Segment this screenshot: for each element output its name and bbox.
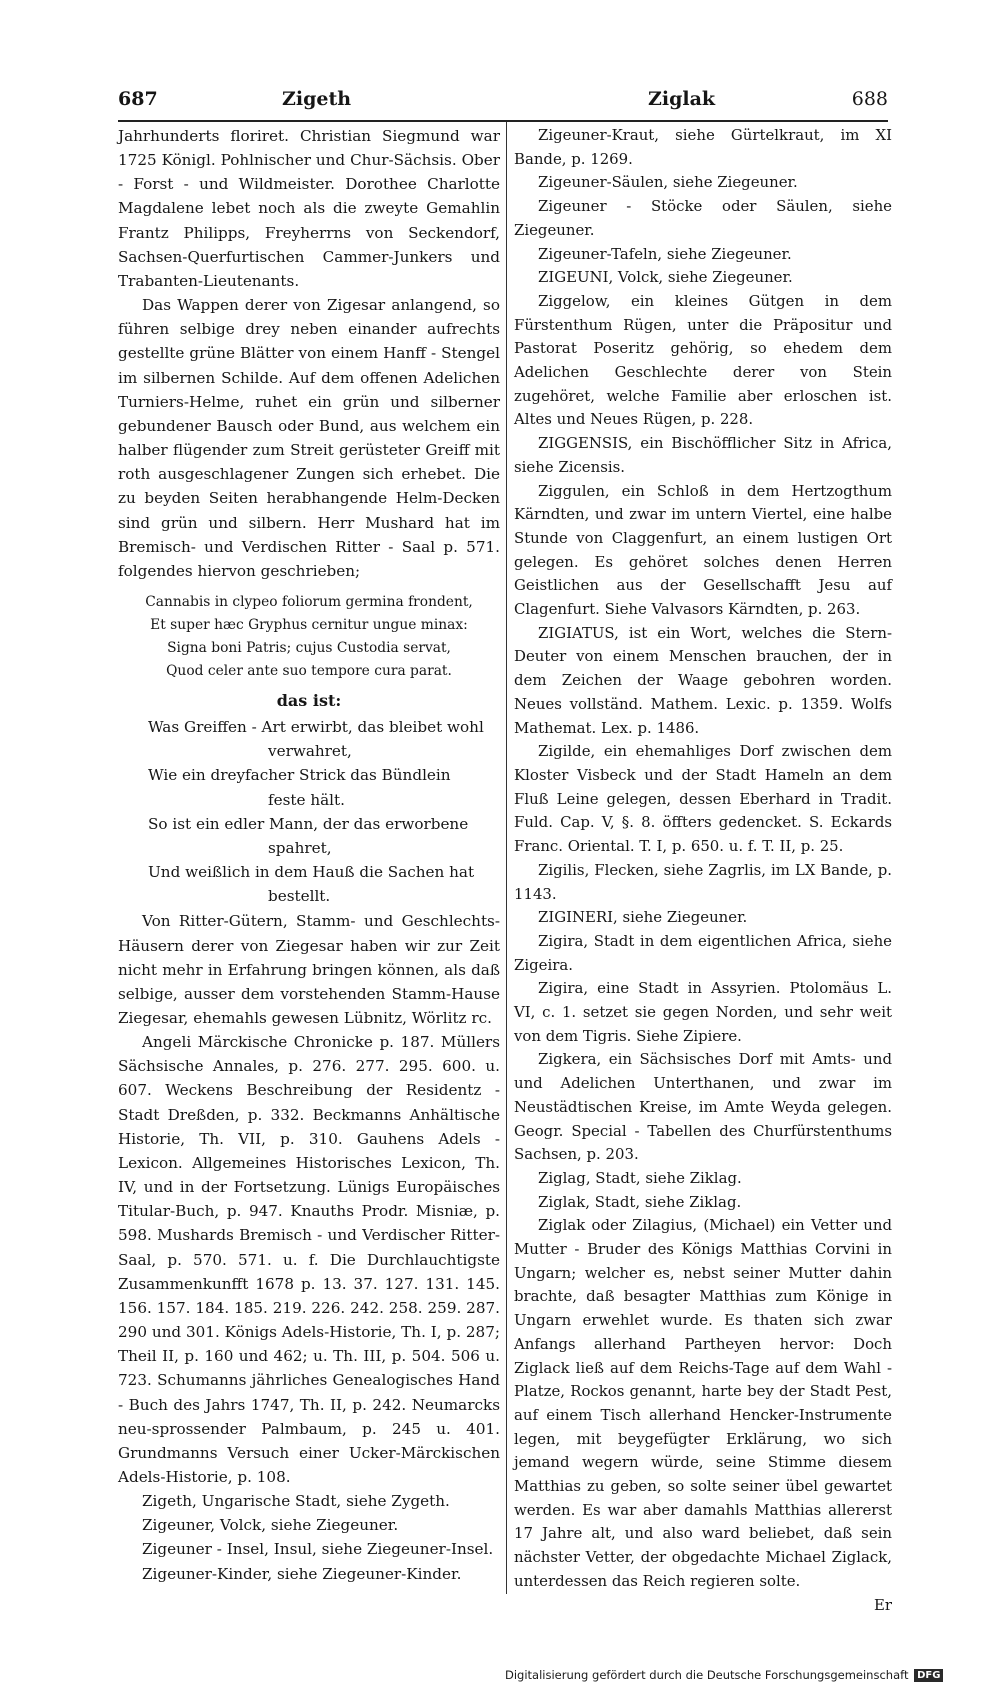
verse-line: feste hält.	[268, 790, 345, 809]
entry-zigeuner-stoecke: Zigeuner - Stöcke oder Säulen, siehe Ziegeuner.	[514, 197, 892, 239]
right-column	[514, 124, 892, 1617]
entry-ziglag: Ziglag, Stadt, siehe Ziklag.	[538, 1168, 742, 1187]
digitization-credit	[505, 1668, 943, 1682]
verse-line: So ist ein edler Mann, der das erworbene	[148, 814, 469, 833]
page-number-right: 688	[851, 88, 888, 110]
entry-zigeuner-kinder: Zigeuner-Kinder, siehe Ziegeuner-Kinder.	[142, 1564, 462, 1583]
verse-line: verwahret,	[268, 742, 352, 761]
entry-zigkera: Zigkera, ein Sächsisches Dorf mit Amts- und und Adelichen Unterthanen, und zwar im Neustädtischen Kreise, im Amte Weyda gelegen. Geogr. Special - Tabellen des Churfürstenthums Sachsen, p. 203.	[514, 1050, 892, 1164]
entry-zigeuner-kraut: Zigeuner-Kraut, siehe Gürtelkraut, im XI Bande, p. 1269.	[514, 126, 892, 168]
entry-zigeuni: ZIGEUNI, Volck, siehe Ziegeuner.	[538, 268, 793, 287]
verse-line: Wie ein dreyfacher Strick das Bündlein	[148, 766, 451, 785]
entry-ziglak-michael: Ziglak oder Zilagius, (Michael) ein Vetter und Mutter - Bruder des Königs Matthias Corvini in Ungarn; welcher es, nebst seiner Mutter dahin brachte, daß besagter Matthias zum Könige in Ungarn erwehlet wurde. Es thaten sich zwar Anfangs allerhand Partheyen hervor: Doch Ziglack ließ auf dem Reichs-Tage auf dem Wahl - Platze, Rockos genannt, harte bey der Stadt Pest, auf einem Tisch allerhand Hencker-Instrumente legen, mit beygefügter Erklärung, wo sich jemand wegern würde, seine Stimme diesem Matthias zu geben, so solte seiner übel gewartet werden. Es war aber damahls Matthias allererst 17 Jahre alt, und also ward beliebet, daß sein nächster Vetter, der obgedachte Michael Ziglack, unterdessen das Reich regieren solte.	[514, 1216, 892, 1590]
verse-line: Und weißlich in dem Hauß die Sachen hat	[148, 863, 475, 882]
paragraph-estates: Von Ritter-Gütern, Stamm- und Geschlechts-Häusern derer von Ziegesar haben wir zur Zeit nicht mehr in Erfahrung bringen können, als daß selbige, ausser dem vorstehenden Stamm-Hause Ziegesar, ehemahls gewesen Lübnitz, Wörlitz rc.	[118, 912, 500, 1027]
paragraph-sources: Angeli Märckische Chronicke p. 187. Müllers Sächsische Annales, p. 276. 277. 295. 600. u. 607. Weckens Beschreibung der Residentz - Stadt Dreßden, p. 332. Beckmanns Anhältische Historie, Th. VII, p. 310. Gauhens Adels - Lexicon. Allgemeines Historisches Lexicon, Th. IV, und in der Fortsetzung. Lünigs Europäisches Titular-Buch, p. 947. Knauths Prodr. Misniæ, p. 598. Mushards Bremisch - und Verdischer Ritter-Saal, p. 570. 571. u. f. Die Durchlauchtigste Zusammenkunfft 1678 p. 13. 37. 127. 131. 145. 156. 157. 184. 185. 219. 226. 242. 258. 259. 287. 290 und 301. Königs Adels-Historie, Th. I, p. 287; Theil II, p. 160 und 462; u. Th. III, p. 504. 506 u. 723. Schumanns jährliches Genealogisches Hand - Buch des Jahrs 1747, Th. II, p. 242. Neumarcks neu-sprossender Palmbaum, p. 245 u. 401. Grundmanns Versuch einer Ucker-Märckischen Adels-Historie, p. 108.	[118, 1033, 500, 1486]
entry-zigira-africa: Zigira, Stadt in dem eigentlichen Africa, siehe Zigeira.	[514, 931, 892, 974]
verse-line: Was Greiffen - Art erwirbt, das bleibet wohl	[148, 718, 484, 737]
entry-zigeuner: Zigeuner, Volck, siehe Ziegeuner.	[142, 1516, 399, 1535]
translation-heading: das ist:	[276, 690, 342, 710]
entry-zigilis: Zigilis, Flecken, siehe Zagrlis, im LX Bande, p. 1143.	[514, 860, 892, 903]
entry-zigiatus: ZIGIATUS, ist ein Wort, welches die Stern-Deuter von einem Menschen brauchen, der in dem Zeichen der Waage gebohren worden. Neues vollständ. Mathem. Lexic. p. 1359. Wolfs Mathemat. Lex. p. 1486.	[514, 623, 892, 737]
german-verse	[118, 715, 500, 908]
paragraph-coat-of-arms: Das Wappen derer von Zigesar anlangend, so führen selbige drey neben einander aufrechts gestellte grüne Blätter von einem Hanff - Stengel im silbernen Schilde. Auf dem offenen Adelichen Turniers-Helme, ruhet ein grün und silberner gebundener Bausch oder Bund, aus welchem ein halber flügender zum Streit gerüsteter Greiff mit roth ausgeschlagener Zungen sich erhebet. Die zu beyden Seiten herabhangende Helm-Decken sind grün und silbern. Herr Mushard hat im Bremisch- und Verdischen Ritter - Saal p. 571. folgendes hiervon geschrieben;	[118, 296, 500, 580]
entry-ziggelow: Ziggelow, ein kleines Gütgen in dem Fürstenthum Rügen, unter die Präpositur und Pastorat Poseritz gehörig, so ehedem dem Adelichen Geschlechte derer von Stein zugehöret, welche Familie aber erloschen ist. Altes und Neues Rügen, p. 228.	[514, 291, 892, 429]
entry-ziggulen: Ziggulen, ein Schloß in dem Hertzogthum Kärndten, und zwar im untern Viertel, eine halbe Stunde von Claggenfurt, an einem lustigen Ort gelegen. Es gehöret solches denen Herren Geistlichen aus der Gesellschafft Jesu auf Clagenfurt. Siehe Valvasors Kärndten, p. 263.	[514, 481, 892, 619]
verse-line: bestellt.	[268, 887, 331, 906]
entry-ziglak-stadt: Ziglak, Stadt, siehe Ziklag.	[538, 1192, 742, 1211]
entry-zigineri: ZIGINERI, siehe Ziegeuner.	[538, 908, 748, 927]
dfg-logo: DFG	[914, 1669, 943, 1682]
left-column	[118, 124, 500, 1586]
latin-line: Signa boni Patris; cujus Custodia servat,	[167, 639, 451, 656]
headword-left: Zigeth	[282, 88, 352, 110]
page-number-left: 687	[118, 88, 158, 110]
headword-right: Ziglak	[648, 88, 716, 110]
entry-zigeuner-tafeln: Zigeuner-Tafeln, siehe Ziegeuner.	[538, 244, 792, 263]
entry-zigira-assyrien: Zigira, eine Stadt in Assyrien. Ptolomäus L. VI, c. 1. setzet sie gegen Norden, und sehr weit von dem Tigris. Siehe Zipiere.	[514, 979, 892, 1045]
paragraph-ziegesar-family: Jahrhunderts floriret. Christian Siegmund war 1725 Königl. Pohlnischer und Chur-Sächsis. Ober - Forst - und Wildmeister. Dorothee Charlotte Magdalene lebet noch als die zweyte Gemahlin Frantz Philipps, Freyherrns von Seckendorf, Sachsen-Querfurtischen Cammer-Junkers und Trabanten-Lieutenants.	[118, 127, 500, 290]
entry-zigeth: Zigeth, Ungarische Stadt, siehe Zygeth.	[142, 1492, 450, 1511]
verse-line: spahret,	[268, 838, 332, 857]
credit-text: Digitalisierung gefördert durch die Deutsche Forschungsgemeinschaft	[505, 1668, 909, 1682]
latin-line: Quod celer ante suo tempore cura parat.	[166, 662, 452, 679]
column-divider	[506, 122, 507, 1594]
entry-ziggensis: ZIGGENSIS, ein Bischöfflicher Sitz in Africa, siehe Zicensis.	[514, 434, 892, 476]
entry-zigeuner-insel: Zigeuner - Insel, Insul, siehe Ziegeuner-Insel.	[142, 1540, 494, 1559]
latin-verse	[118, 591, 500, 683]
catchword: Er	[874, 1595, 892, 1614]
latin-line: Et super hæc Gryphus cernitur ungue minax:	[150, 616, 468, 633]
entry-zigilde: Zigilde, ein ehemahliges Dorf zwischen dem Kloster Visbeck und der Stadt Hameln an dem Fluß Leine gelegen, dessen Eberhard in Tradit. Fuld. Cap. V, §. 8. öffters gedencket. S. Eckards Franc. Oriental. T. I, p. 650. u. f. T. II, p. 25.	[514, 742, 892, 856]
entry-zigeuner-saeulen: Zigeuner-Säulen, siehe Ziegeuner.	[538, 173, 798, 192]
header-rule	[118, 120, 888, 122]
running-head	[118, 88, 888, 118]
latin-line: Cannabis in clypeo foliorum germina frondent,	[145, 593, 473, 610]
